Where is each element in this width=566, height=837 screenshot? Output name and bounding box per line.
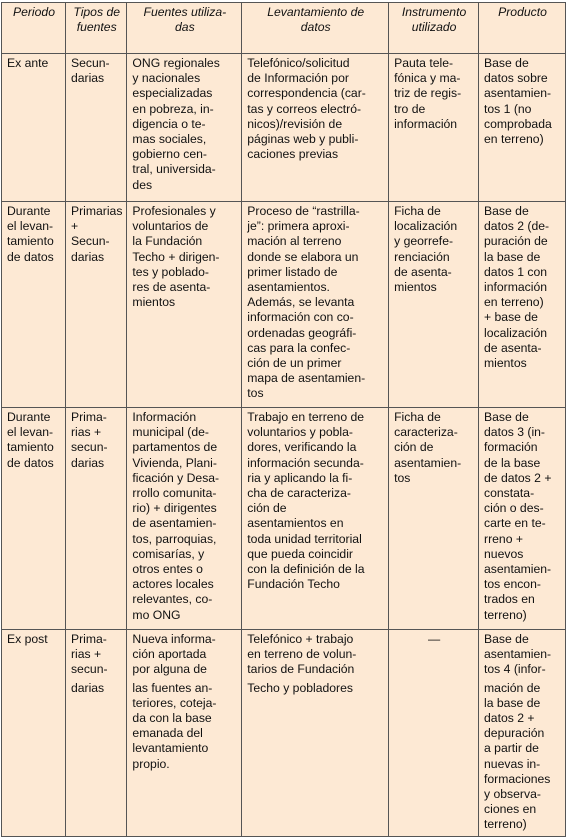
cell-levantamiento: Proceso de “rastrilla- je”: primera aproxi- mación al terreno donde se elabora un primer listado de asentamientos. Además, se levanta información con co- ordenadas geográfi- cas para la confec- ción de un primer mapa de asentamien- tos bbox=[242, 202, 389, 408]
cell-periodo: Ex ante bbox=[2, 54, 66, 202]
cell-instrumento bbox=[389, 679, 479, 837]
cell-fuentes: Nueva informa- ción aportada por alguna de bbox=[127, 630, 242, 679]
cell-producto: Base de datos 2 (de- puración de la base de datos 1 con información en terreno) + base de localización de asenta- mientos bbox=[479, 202, 566, 408]
cell-periodo: Ex post bbox=[2, 630, 66, 679]
header-row bbox=[2, 3, 566, 54]
cell-levantamiento: Trabajo en terreno de voluntarios y pobla- dores, verificando la información secunda- ria y aplicando la fi- cha de caracteriza- ción de asentamientos en toda unidad territorial que pueda coincidir con la definición de la Fundación Techo bbox=[242, 408, 389, 630]
cell-instrumento: Pauta tele- fónica y ma- triz de regis- tro de información bbox=[389, 54, 479, 202]
cell-tipos: Primarias + Secun- darias bbox=[65, 202, 126, 408]
cell-levantamiento: Telefónico/solicitud de Información por correspondencia (car- tas y correos electró- nicos)/revisión de páginas web y publi- caciones previas bbox=[242, 54, 389, 202]
cell-fuentes: las fuentes an- teriores, coteja- da con la base emanada del levantamiento propio. bbox=[127, 679, 242, 837]
cell-producto: mación de la base de datos 2 + depuración a partir de nuevas in- formaciones y observa- ciones en terreno) bbox=[479, 679, 566, 837]
cell-instrumento: — bbox=[389, 630, 479, 679]
table-row bbox=[2, 54, 566, 202]
cell-instrumento: Ficha de localización y georrefe- renciación de asenta- mientos bbox=[389, 202, 479, 408]
cell-tipos: darias bbox=[65, 679, 126, 837]
cell-producto: Base de datos 3 (in- formación de la base de datos 2 + constata- ción o des- carte en te- rreno + nuevos asentamien- tos encon- trados en terreno) bbox=[479, 408, 566, 630]
header-fuentes-utilizadas: Fuentes utiliza- das bbox=[127, 3, 242, 54]
cell-tipos: Prima- rias + secun- darias bbox=[65, 408, 126, 630]
header-levantamiento: Levantamiento de datos bbox=[242, 3, 389, 54]
cell-periodo: Durante el levan- tamiento de datos bbox=[2, 408, 66, 630]
header-producto: Producto bbox=[479, 3, 566, 54]
cell-levantamiento: Telefónico + trabajo en terreno de volun- tarios de Fundación bbox=[242, 630, 389, 679]
cell-producto: Base de asentamien- tos 4 (infor- bbox=[479, 630, 566, 679]
cell-instrumento: Ficha de caracteriza- ción de asentamien- tos bbox=[389, 408, 479, 630]
sources-table bbox=[1, 2, 566, 837]
cell-periodo: Durante el levan- tamiento de datos bbox=[2, 202, 66, 408]
cell-producto: Base de datos sobre asentamien- tos 1 (no comprobada en terreno) bbox=[479, 54, 566, 202]
table-row bbox=[2, 679, 566, 837]
header-tipos-fuentes: Tipos de fuentes bbox=[65, 3, 126, 54]
table-row bbox=[2, 202, 566, 408]
header-instrumento: Instrumento utilizado bbox=[389, 3, 479, 54]
cell-tipos: Secun- darias bbox=[65, 54, 126, 202]
cell-tipos: Prima- rias + secun- bbox=[65, 630, 126, 679]
table-row bbox=[2, 630, 566, 679]
cell-fuentes: Profesionales y voluntarios de la Fundación Techo + dirigen- tes y poblado- res de asenta- mientos bbox=[127, 202, 242, 408]
cell-fuentes: Información municipal (de- partamentos de Vivienda, Plani- ficación y Desa- rrollo comunita- rio) + dirigentes de asentamien- tos, parroquias, comisarías, y otros entes o actores locales relevantes, co- mo ONG bbox=[127, 408, 242, 630]
cell-fuentes: ONG regionales y nacionales especializadas en pobreza, in- digencia o te- mas sociales, gobierno cen- tral, universida- des bbox=[127, 54, 242, 202]
cell-periodo bbox=[2, 679, 66, 837]
header-periodo: Periodo bbox=[2, 3, 66, 54]
cell-levantamiento: Techo y pobladores bbox=[242, 679, 389, 837]
table-row bbox=[2, 408, 566, 630]
